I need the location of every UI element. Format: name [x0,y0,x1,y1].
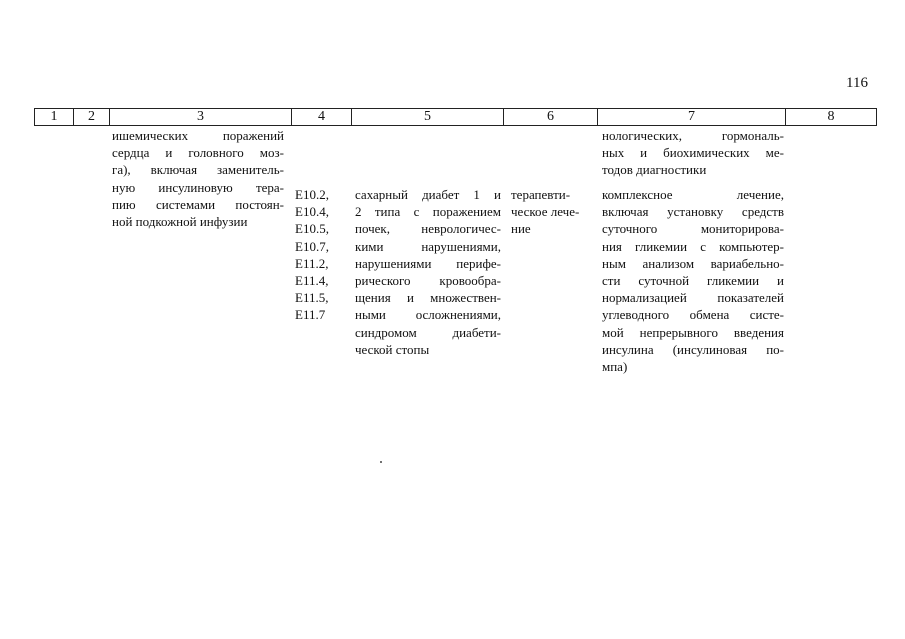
icd-code: E11.2, [295,255,329,271]
text-line: тодов диагностики [602,162,707,178]
icd-code: E10.2, [295,187,329,202]
text-line: ную инсулиновую тера- [112,179,284,195]
text-line: ния гликемии с компьютер- [602,238,784,254]
header-col-6: 6 [503,108,598,126]
text-line: га), включая заменитель- [112,162,284,178]
text-line: нарушениями перифе- [355,255,501,271]
text-line: сти суточной гликемии и [602,273,784,289]
text-line: инсулина (инсулиновая по- [602,341,784,357]
text-line: щения и множествен- [355,290,501,306]
icd-code: E11.7 [295,307,326,323]
icd-code: E10.4, [295,204,329,220]
text-line: сахарный диабет 1 и [355,187,501,202]
text-line: ной подкожной инфузии [112,214,248,230]
header-col-8: 8 [785,108,877,126]
text-line: кими нарушениями, [355,238,501,254]
col3-text [112,127,284,230]
text-line: ным анализом вариабельно- [602,255,784,271]
text-line: комплексное лечение, [602,187,784,202]
text-line: синдромом диабети- [355,324,501,340]
text-line: ных и биохимических ме- [602,145,784,161]
text-line: углеводного обмена систе- [602,307,784,323]
col4-codes [295,186,349,324]
text-line: мпа) [602,359,628,375]
text-line: ческое лече- [511,204,580,220]
icd-code: E11.4, [295,273,329,289]
text-line: рического кровообра- [355,273,501,289]
text-line: ние [511,221,531,237]
col5-text [355,186,501,358]
icd-code: E10.7, [295,238,329,254]
page-number: 116 [846,75,868,91]
text-line: пию системами постоян- [112,196,284,212]
col7-continuation [602,127,784,179]
col7-text [602,186,784,375]
text-line: сердца и головного моз- [112,145,284,161]
text-line: нологических, гормональ- [602,128,784,143]
header-col-4: 4 [291,108,352,126]
text-line: суточного мониторирова- [602,221,784,237]
text-line: ишемических поражений [112,128,284,143]
text-line: мой непрерывного введения [602,324,784,340]
header-col-1: 1 [34,108,74,126]
header-col-3: 3 [109,108,292,126]
text-line: почек, неврологичес- [355,221,501,237]
icd-code: E11.5, [295,290,329,306]
text-line: терапевти- [511,187,571,202]
col6-text [511,186,597,238]
text-line: нормализацией показателей [602,290,784,306]
scan-speck [380,461,382,463]
text-line: включая установку средств [602,204,784,220]
text-line: 2 типа с поражением [355,204,501,220]
header-col-2: 2 [73,108,110,126]
icd-code: E10.5, [295,221,329,237]
header-col-7: 7 [597,108,786,126]
header-col-5: 5 [351,108,504,126]
text-line: ческой стопы [355,341,430,357]
text-line: ными осложнениями, [355,307,501,323]
